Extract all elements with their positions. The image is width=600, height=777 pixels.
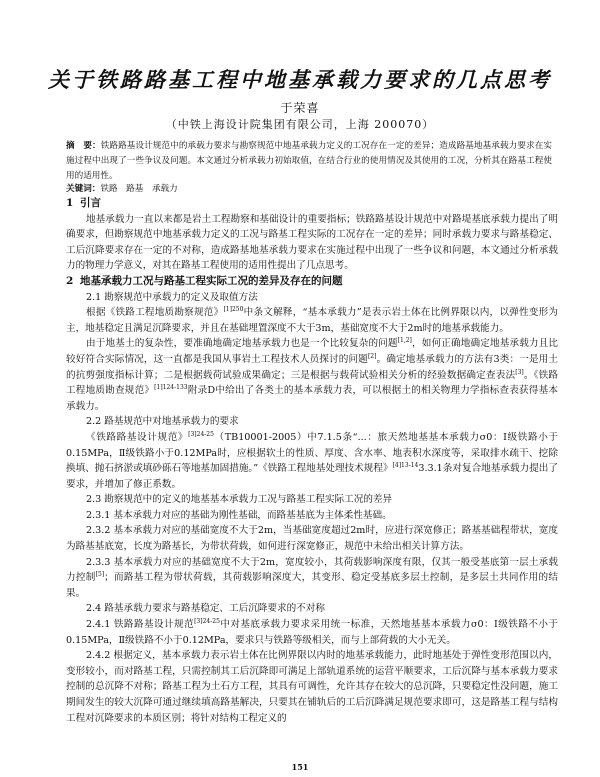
section-1-heading bbox=[66, 196, 558, 212]
paper-title: 关于铁路路基工程中地基承载力要求的几点思考 bbox=[48, 67, 552, 92]
text-run: 附录D中给出了各类土的基本承载力表，可以根据土的相关物理力学指标查表获得基本承载力。 bbox=[66, 385, 558, 412]
text-run: 根据《铁路工程地质勘察规范》 bbox=[86, 307, 224, 319]
text-run: 中对基底承载力要求采用统一标准，天然地基基本承载力σ0：Ⅰ级铁路不小于0.15MPa，Ⅱ级铁路不小于0.12MPa，要求只与铁路等级相关，而与上部荷载的大小无关。 bbox=[66, 619, 558, 646]
text-run: 。确定地基承载力的方法有3类：一是用土的抗剪强度指标计算；二是根据载荷试验成果确定；三是根据与载荷试验相关分析的经验数据确定查表法 bbox=[66, 353, 559, 381]
citation: [2] bbox=[367, 352, 377, 360]
text-run: 2.3.3 基本承载力对应的基础宽度不大于2m，宽度较小，其荷载影响深度有限，仅其一般受基底第一层土承载力控制 bbox=[66, 556, 558, 584]
subsection-2-1-paragraph-2 bbox=[66, 336, 558, 414]
abstract-text: 铁路路基设计规范中的承载力要求与勘察规范中地基承载力定义的工况存在一定的差异；造成路基地基承载力要求在实施过程中出现了一些争议及问题。本文通过分析承载力初始取值，在结合行业的使用情况及其使用的工况，分析其在路基工程使用的适用性。 bbox=[66, 141, 552, 181]
subsection-2-3-heading: 2.3 勘察规范中的定义的地基基本承载力工况与路基工程实际工况的差异 bbox=[86, 494, 393, 506]
section-1-paragraph: 地基承载力一直以来都是岩土工程勘察和基础设计的重要指标；铁路路基设计规范中对路堤基底承载力提出了明确要求，但勘察规范中地基承载力定义的工况与路基工程实际的工况存在一定的差异；同时承载力要求与路基稳定、工后沉降要求存在一定的不对称，造成路基地基承载力要求在实施过程中出现了一些争议和问题，本文通过分析承载力的物理力学意义，对其在路基工程使用的适用性提出了几点思考。 bbox=[66, 213, 558, 272]
section-2-title: 地基承载力工况与路基工程实际工况的差异及存在的问题 bbox=[80, 274, 343, 287]
keywords-label: 关键词： bbox=[66, 184, 101, 194]
body-text bbox=[66, 196, 558, 726]
subsection-2-2-paragraph bbox=[66, 430, 558, 492]
subsection-2-1-paragraph-1 bbox=[66, 305, 558, 336]
text-run: 。《铁路工程地质勘查规范》 bbox=[66, 369, 558, 397]
citation: [1]250 bbox=[223, 305, 244, 313]
abstract-label: 摘 要： bbox=[66, 141, 101, 151]
citation: [1,2] bbox=[397, 337, 412, 345]
keywords-text: 铁路 路基 承载力 bbox=[100, 184, 178, 194]
subsection-2-3-1: 2.3.1 基本承载力对应的基础为刚性基础，而路基基底为主体柔性基础。 bbox=[86, 509, 392, 521]
subsection-2-2-heading: 2.2 路基规范中对地基承载力的要求 bbox=[86, 416, 239, 428]
section-2-heading bbox=[66, 274, 558, 290]
subsection-2-4-heading: 2.4 路基承载力要求与路基稳定、工后沉降要求的不对称 bbox=[86, 603, 325, 615]
text-run: 由于地基土的复杂性，要准确地确定地基承载力也是一个比较复杂的问题 bbox=[86, 338, 398, 350]
citation: [3]24-25 bbox=[188, 430, 214, 438]
subsection-2-4-2: 2.4.2 根据定义，基本承载力表示岩土体在比例界限以内时的地基承载能力，此时地基处于弹性变形范围以内，变形较小，而对路基工程，只需控制其工后沉降即可满足上部轨道系统的运营平顺要求，工后沉降与基本承载力要求控制的总沉降不对称；路基工程为土石方工程，其具有可调性，允许其存在较大的总沉降，只要稳定性没问题，施工期间发生的较大沉降可通过继续填高路基解决，只要其在铺轨后的工后沉降满足规范要求即可，这是路基工程与结构工程对沉降要求的本质区别；将针对结构工程定义的 bbox=[66, 650, 558, 724]
subsection-2-3-2: 2.3.2 基本承载力对应的基础宽度不大于2m，当基础宽度超过2m时，应进行深宽修正；路基基础程带状，宽度为路基基底宽，长度为路基长，为带状荷载，如何进行深宽修正，规范中未给出相关计算方法。 bbox=[66, 525, 558, 553]
abstract-block bbox=[66, 139, 552, 184]
text-run: 中条文解释，“基本承载力”是表示岩土体在比例界限以内，以弹性变形为主，地基稳定且满足沉降要求，并且在基础埋置深度不大于3m，基础宽度不大于2m时的地基承载能力。 bbox=[66, 307, 559, 334]
author-affiliation: （中铁上海设计院集团有限公司，上海 200070） bbox=[165, 118, 435, 131]
text-run: 3.3.1条对复合地基承载力提出了要求，并增加了修正系数。 bbox=[66, 463, 558, 490]
citation: [3] bbox=[515, 368, 524, 376]
text-run: （TB10001-2005）中7.1.5条“...：旅天然地基基本承载力σ0：Ⅰ级铁路小于0.15MPa，Ⅱ级铁路小于0.12MPa时，应根据软土的性质、厚度、含水率、地表积水深度等，采取排水疏干、挖除换填、抛石挤淤或填砂砾石等地基加固措施。”《铁路工程地基处理技术规程》 bbox=[66, 431, 559, 475]
section-1-number: 1 bbox=[66, 197, 74, 209]
section-2-number: 2 bbox=[66, 274, 74, 287]
subsection-2-4-1 bbox=[66, 617, 558, 648]
text-run: ；而路基工程为带状荷载，其荷载影响深度大，其变形、稳定受基底多层土控制，是多层土共同作用的结果。 bbox=[66, 572, 559, 599]
keywords-block bbox=[66, 183, 552, 195]
section-1-title: 引言 bbox=[80, 197, 101, 209]
subsection-2-3-3 bbox=[66, 555, 558, 602]
text-run: ，如何正确地确定地基承载力且比较好符合实际情况，这一直都是我国从事岩土工程技术人员探讨的问题 bbox=[66, 338, 559, 365]
text-run: 《铁路路基设计规范》 bbox=[86, 431, 189, 443]
text-run: 2.4.1 铁路路基设计规范 bbox=[86, 619, 195, 631]
author-name: 于荣喜 bbox=[280, 101, 320, 115]
citation: [3]24-25 bbox=[194, 617, 220, 625]
page-number: 151 bbox=[291, 762, 309, 772]
citation: [4]13-14 bbox=[392, 461, 419, 469]
citation: [1]124-133 bbox=[154, 383, 188, 391]
subsection-2-1-heading: 2.1 勘察规范中承载力的定义及取值方法 bbox=[86, 291, 258, 303]
citation: [5] bbox=[95, 571, 105, 579]
